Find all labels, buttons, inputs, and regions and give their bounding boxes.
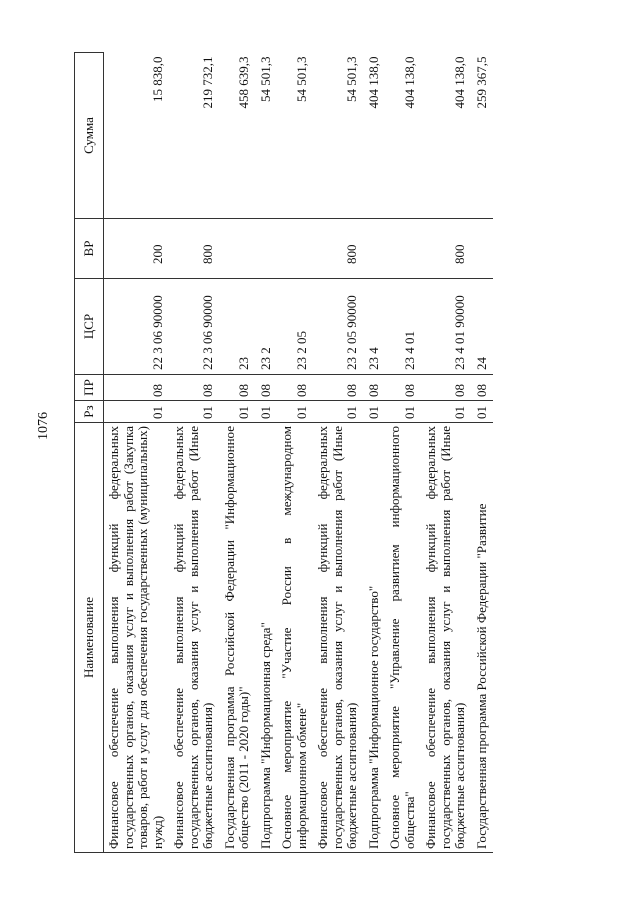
row-name: Финансовое обеспечение выполнения функций федеральных государственных органов, оказания услуг и выполнения работ (Иные бюджетные ассигнования) bbox=[169, 423, 220, 853]
row-sum: 219 732,1 bbox=[169, 53, 220, 219]
page-number: 1076 bbox=[36, 412, 51, 440]
row-sum: 15 838,0 bbox=[104, 53, 170, 219]
row-sum: 404 138,0 bbox=[364, 53, 386, 219]
row-sum: 54 501,3 bbox=[277, 53, 313, 219]
table-row bbox=[104, 53, 170, 853]
row-pr: 08 bbox=[385, 375, 421, 401]
table-row bbox=[421, 53, 472, 853]
row-pr: 08 bbox=[169, 375, 220, 401]
row-rz: 01 bbox=[421, 401, 472, 423]
table-row bbox=[385, 53, 421, 853]
row-rz: 01 bbox=[169, 401, 220, 423]
table-row bbox=[364, 53, 386, 853]
row-csr: 23 2 bbox=[256, 279, 278, 375]
table-row bbox=[169, 53, 220, 853]
row-vr bbox=[385, 219, 421, 279]
header-vr: ВР bbox=[75, 219, 104, 279]
row-sum: 54 501,3 bbox=[256, 53, 278, 219]
table-row bbox=[472, 53, 494, 853]
header-sum: Сумма bbox=[75, 53, 104, 219]
row-rz: 01 bbox=[472, 401, 494, 423]
row-rz: 01 bbox=[256, 401, 278, 423]
rotated-page bbox=[74, 53, 634, 853]
row-sum: 458 639,3 bbox=[220, 53, 256, 219]
row-name: Финансовое обеспечение выполнения функций федеральных государственных органов, оказания услуг и выполнения работ (Закупка товаров, работ и услуг для обеспечения государственных (муниципальных) нужд) bbox=[104, 423, 170, 853]
row-rz: 01 bbox=[104, 401, 170, 423]
table-row bbox=[220, 53, 256, 853]
row-csr: 23 4 01 bbox=[385, 279, 421, 375]
row-vr: 200 bbox=[104, 219, 170, 279]
row-rz: 01 bbox=[313, 401, 364, 423]
row-vr: 800 bbox=[313, 219, 364, 279]
row-csr: 23 4 bbox=[364, 279, 386, 375]
header-rz: Рз bbox=[75, 401, 104, 423]
row-name: Подпрограмма "Информационная среда" bbox=[256, 423, 278, 853]
row-pr: 08 bbox=[220, 375, 256, 401]
row-name: Основное мероприятие "Управление развитием информационного общества" bbox=[385, 423, 421, 853]
row-name: Финансовое обеспечение выполнения функций федеральных государственных органов, оказания услуг и выполнения работ (Иные бюджетные ассигнования) bbox=[313, 423, 364, 853]
row-csr: 23 4 01 90000 bbox=[421, 279, 472, 375]
row-pr: 08 bbox=[364, 375, 386, 401]
row-rz: 01 bbox=[220, 401, 256, 423]
row-pr: 08 bbox=[472, 375, 494, 401]
row-rz: 01 bbox=[385, 401, 421, 423]
row-vr bbox=[256, 219, 278, 279]
row-vr bbox=[364, 219, 386, 279]
row-vr bbox=[220, 219, 256, 279]
row-rz: 01 bbox=[277, 401, 313, 423]
budget-table bbox=[74, 52, 493, 853]
row-sum: 54 501,3 bbox=[313, 53, 364, 219]
row-csr: 22 3 06 90000 bbox=[104, 279, 170, 375]
table-row bbox=[256, 53, 278, 853]
row-csr: 23 bbox=[220, 279, 256, 375]
row-pr: 08 bbox=[421, 375, 472, 401]
row-vr bbox=[472, 219, 494, 279]
row-csr: 23 2 05 bbox=[277, 279, 313, 375]
row-vr bbox=[277, 219, 313, 279]
row-pr: 08 bbox=[104, 375, 170, 401]
row-sum: 404 138,0 bbox=[421, 53, 472, 219]
header-name: Наименование bbox=[75, 423, 104, 853]
header-pr: ПР bbox=[75, 375, 104, 401]
row-pr: 08 bbox=[313, 375, 364, 401]
row-vr: 800 bbox=[421, 219, 472, 279]
row-name: Государственная программа Российской Федерации "Развитие bbox=[472, 423, 494, 853]
table-header-row bbox=[75, 53, 104, 853]
row-sum: 404 138,0 bbox=[385, 53, 421, 219]
row-name: Государственная программа Российской Федерации "Информационное общество (2011 - 2020 годы)" bbox=[220, 423, 256, 853]
row-name: Финансовое обеспечение выполнения функций федеральных государственных органов, оказания услуг и выполнения работ (Иные бюджетные ассигнования) bbox=[421, 423, 472, 853]
row-vr: 800 bbox=[169, 219, 220, 279]
row-name: Подпрограмма "Информационное государство" bbox=[364, 423, 386, 853]
row-csr: 23 2 05 90000 bbox=[313, 279, 364, 375]
row-pr: 08 bbox=[256, 375, 278, 401]
table-row bbox=[313, 53, 364, 853]
row-rz: 01 bbox=[364, 401, 386, 423]
row-sum: 259 367,5 bbox=[472, 53, 494, 219]
table-row bbox=[277, 53, 313, 853]
header-csr: ЦСР bbox=[75, 279, 104, 375]
row-csr: 24 bbox=[472, 279, 494, 375]
row-csr: 22 3 06 90000 bbox=[169, 279, 220, 375]
row-pr: 08 bbox=[277, 375, 313, 401]
row-name: Основное мероприятие "Участие России в международном информационном обмене" bbox=[277, 423, 313, 853]
